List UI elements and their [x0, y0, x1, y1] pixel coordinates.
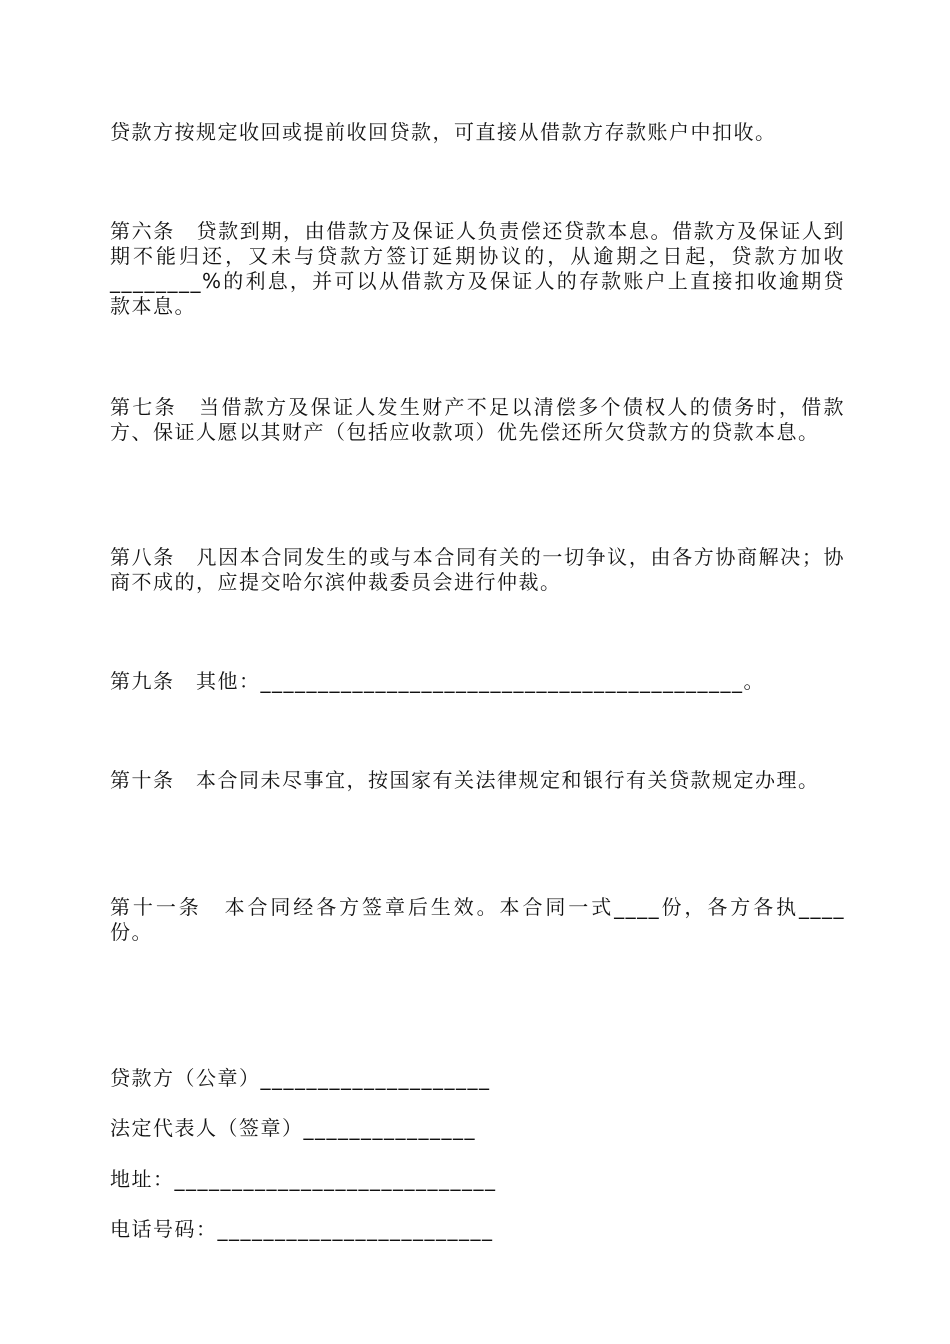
- article-9: 第九条 其他：__________________________________________。: [110, 669, 765, 693]
- article-7: 第七条 当借款方及保证人发生财产不足以清偿多个债权人的债务时，借款方、保证人愿以其财产（包括应收款项）优先偿还所欠贷款方的贷款本息。: [110, 395, 845, 444]
- address-line: 地址：____________________________: [110, 1167, 497, 1191]
- article-6: 第六条 贷款到期，由借款方及保证人负责偿还贷款本息。借款方及保证人到期不能归还，又未与贷款方签订延期协议的，从逾期之日起，贷款方加收________%的利息，并可以从借款方及保证人的存款账户上直接扣收逾期贷款本息。: [110, 219, 845, 318]
- article-10: 第十条 本合同未尽事宜，按国家有关法律规定和银行有关贷款规定办理。: [110, 768, 820, 792]
- paragraph-deduction: 贷款方按规定收回或提前收回贷款，可直接从借款方存款账户中扣收。: [110, 120, 777, 144]
- lender-seal-line: 贷款方（公章）____________________: [110, 1066, 491, 1090]
- phone-line: 电话号码：________________________: [110, 1217, 494, 1241]
- article-8: 第八条 凡因本合同发生的或与本合同有关的一切争议，由各方协商解决；协商不成的，应提交哈尔滨仲裁委员会进行仲裁。: [110, 545, 845, 594]
- legal-representative-line: 法定代表人（签章）_______________: [110, 1116, 476, 1140]
- article-11: 第十一条 本合同经各方签章后生效。本合同一式____份，各方各执____份。: [110, 895, 845, 944]
